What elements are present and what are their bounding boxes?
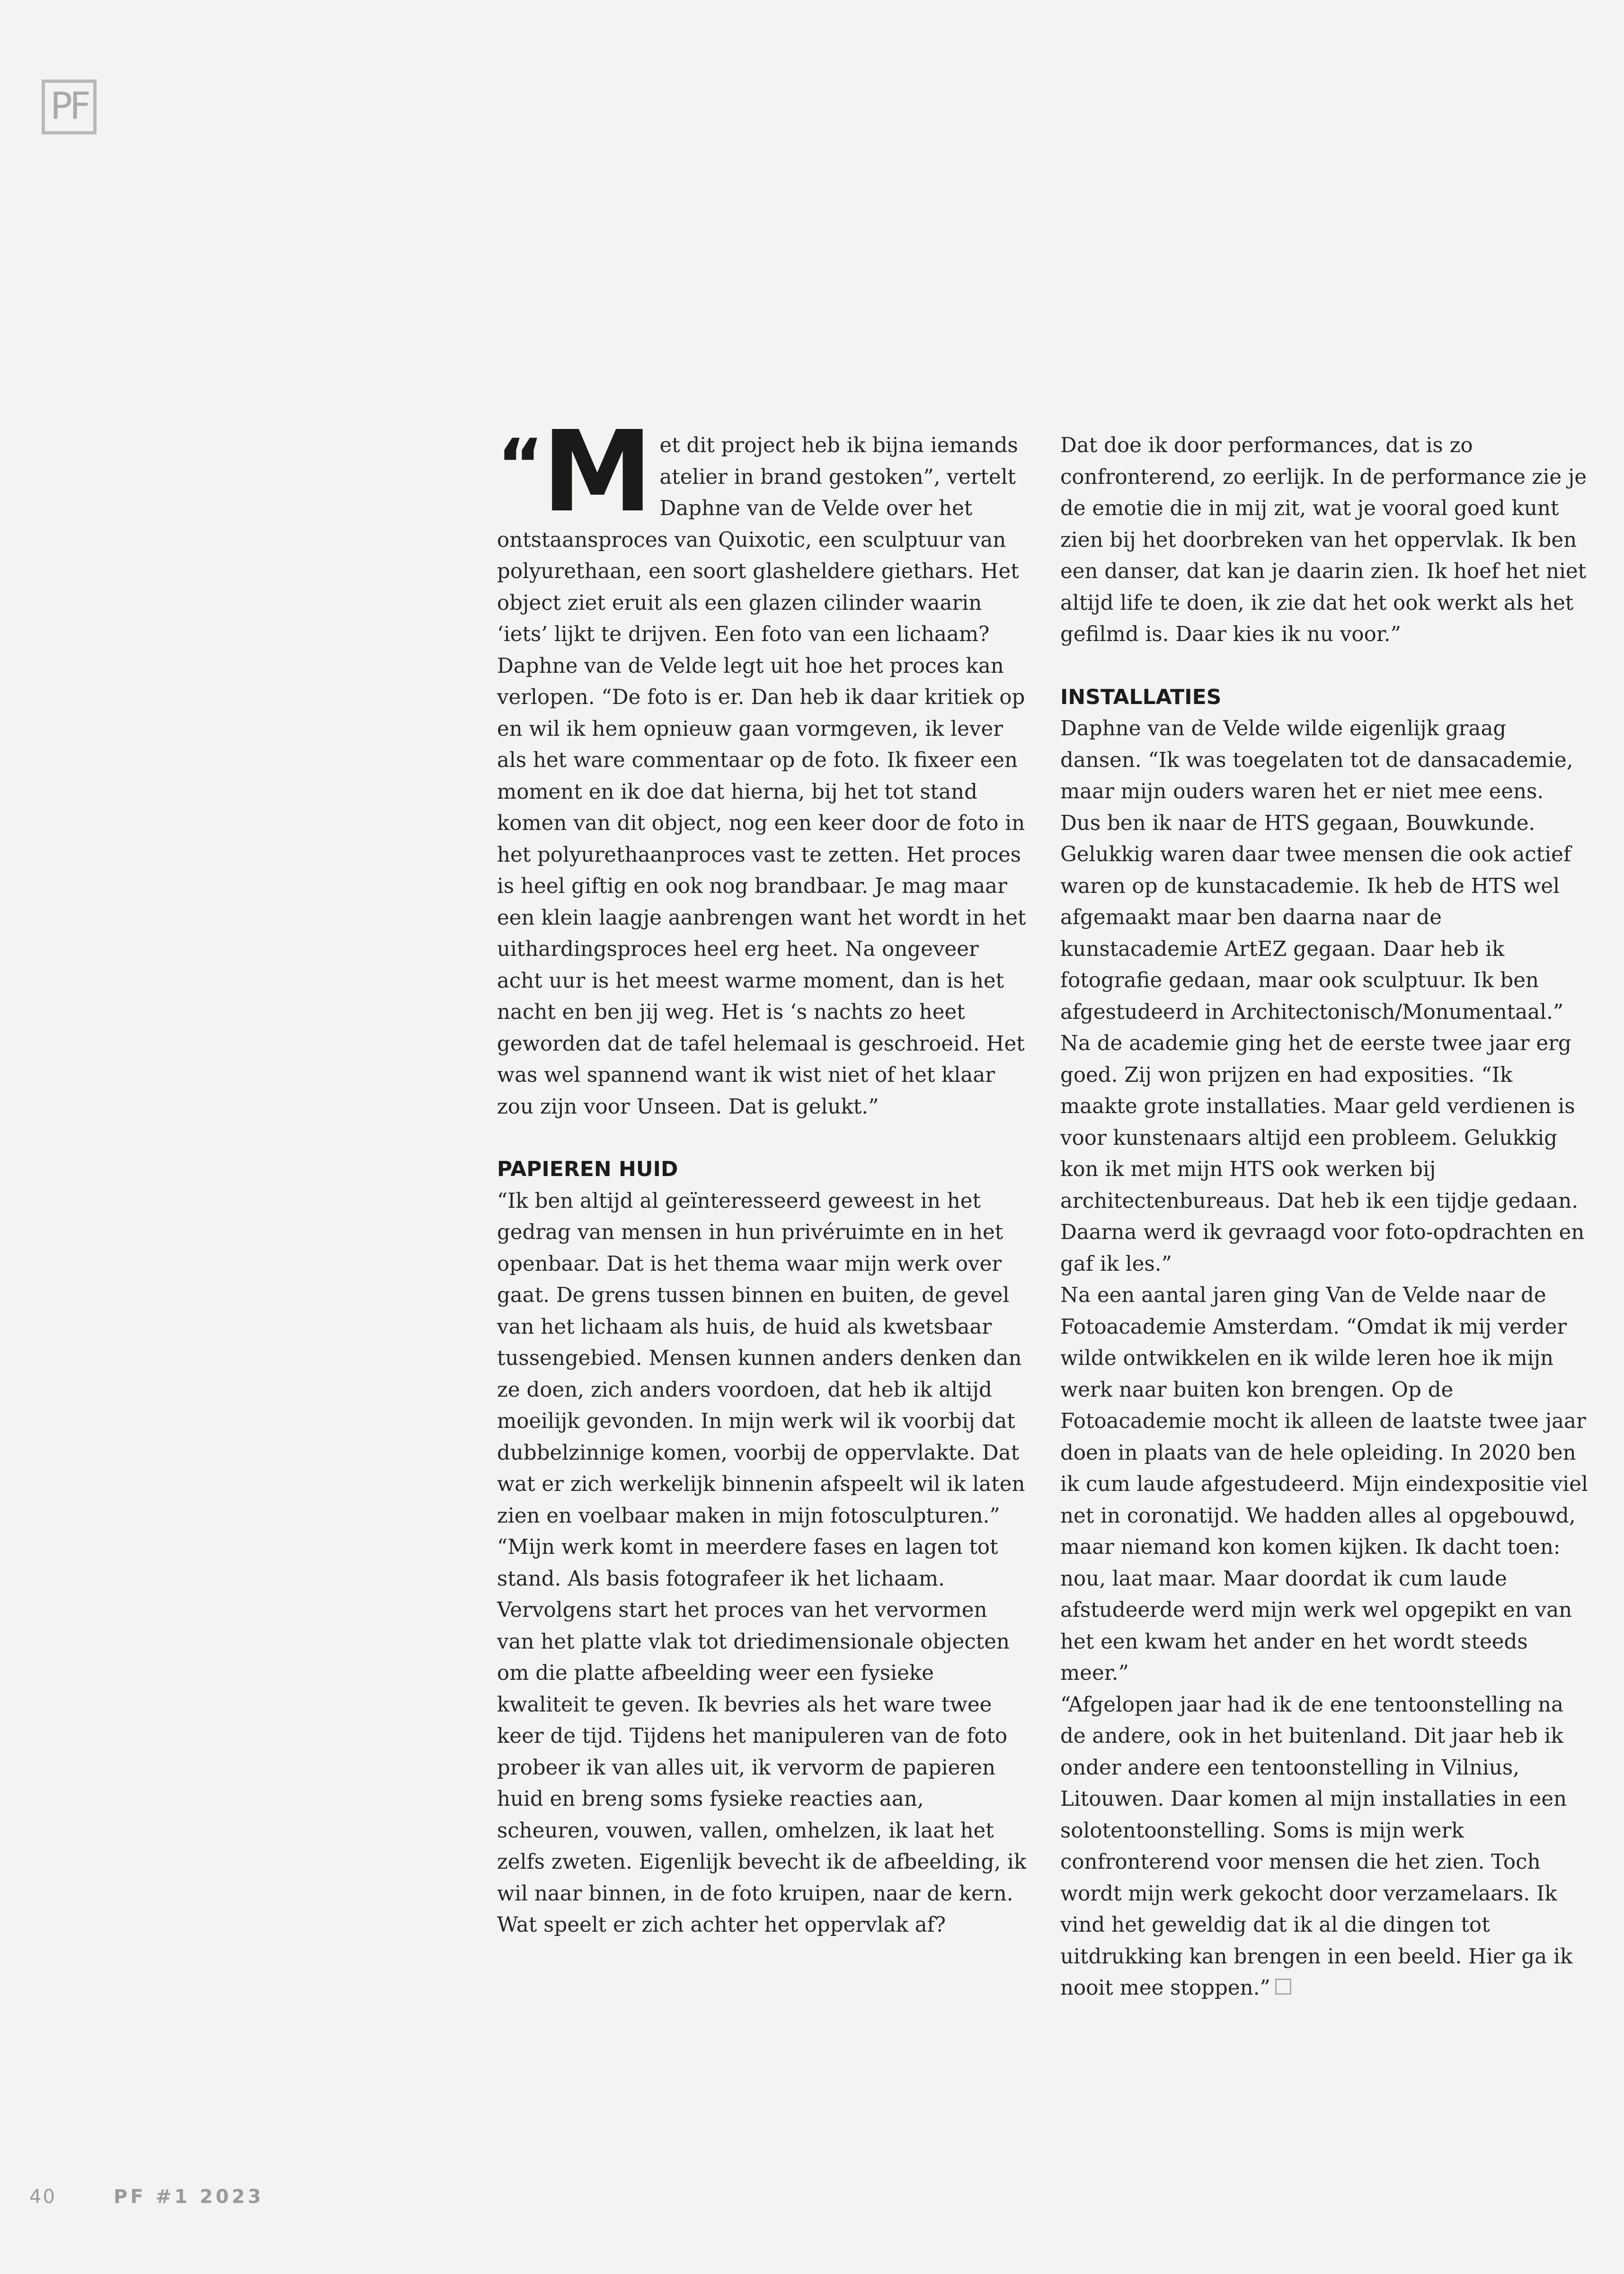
drop-cap-quote: “ bbox=[497, 424, 544, 507]
article-paragraph: “Ik ben altijd al geïnteresseerd geweest in het gedrag van mensen in hun privéruimte en in het openbaar. Dat is het thema waar mijn werk over gaat. De grens tussen binnen en buiten, de gevel van het lichaam als huis, de huid als kwetsbaar tussengebied. Mensen kunnen anders denken dan ze doen, zich anders voordoen, dat heb ik altijd moeilijk gevonden. In mijn werk wil ik voorbij dat dubbelzinnige komen, voorbij de oppervlakte. Dat wat er zich werkelijk binnenin afspeelt wil ik laten zien en voelbaar maken in mijn fotosculpturen.” bbox=[497, 1189, 1025, 1528]
section-heading-installaties: INSTALLATIES bbox=[1060, 685, 1222, 709]
article-paragraph: Na de academie ging het de eerste twee jaar erg goed. Zij won prijzen en had exposities. “Ik maakte grote installaties. Maar geld verdienen is voor kunstenaars altijd een probleem. Gelukkig kon ik met mijn HTS ook werken bij architectenbureaus. Dat heb ik een tijdje gedaan. Daarna werd ik gevraagd voor foto-opdrachten en gaf ik les.” bbox=[1060, 1032, 1585, 1276]
article-paragraph-text: “Afgelopen jaar had ik de ene tentoonstelling na de andere, ook in het buitenland. Dit jaar heb ik onder andere een tentoonstelling in Vilnius, Litouwen. Daar komen al mijn installaties in een solotentoonstelling. Soms is mijn werk confronterend voor mensen die het zien. Toch wordt mijn werk gekocht door verzamelaars. Ik vind het geweldig dat ik al die dingen tot uitdrukking kan brengen in een beeld. Hier ga ik nooit mee stoppen.” bbox=[1060, 1693, 1573, 2000]
article-column-left bbox=[497, 407, 1027, 1941]
article-intro-paragraph: et dit project heb ik bijna iemands atelier in brand gestoken”, vertelt Daphne van de Velde over het ontstaansproces van Quixotic, een sculptuur van polyurethaan, een soort glasheldere giethars. Het object ziet eruit als een glazen cilinder waarin ‘iets’ lijkt te drijven. Een foto van een lichaam? Daphne van de Velde legt uit hoe het proces kan verlopen. “De foto is er. Dan heb ik daar kritiek op en wil ik hem opnieuw gaan vormgeven, ik lever als het ware commentaar op de foto. Ik fixeer een moment en ik doe dat hierna, bij het tot stand komen van dit object, nog een keer door de foto in het polyurethaanproces vast te zetten. Het proces is heel giftig en ook nog brandbaar. Je mag maar een klein laagje aanbrengen want het wordt in het uithardingsproces heel erg heet. Na ongeveer acht uur is het meest warme moment, dan is het nacht en ben jij weg. Het is ‘s nachts zo heet geworden dat de tafel helemaal is geschroeid. Het was wel spannend want ik wist niet of het klaar zou zijn voor Unseen. Dat is gelukt.” bbox=[497, 434, 1026, 1119]
section-heading-papieren-huid: PAPIEREN HUID bbox=[497, 1157, 678, 1181]
issue-label: PF #1 2023 bbox=[114, 2186, 264, 2208]
pf-logo-text: PF bbox=[50, 85, 88, 128]
pf-logo bbox=[42, 80, 97, 134]
drop-cap bbox=[497, 407, 653, 537]
article-final-paragraph bbox=[1060, 1689, 1590, 2004]
page-number: 40 bbox=[29, 2186, 56, 2208]
article-paragraph: Daphne van de Velde wilde eigenlijk graag dansen. “Ik was toegelaten tot de dansacademie, maar mijn ouders waren het er niet mee eens. Dus ben ik naar de HTS gegaan, Bouwkunde. Gelukkig waren daar twee mensen die ook actief waren op de kunstacademie. Ik heb de HTS wel afgemaakt maar ben daarna naar de kunstacademie ArtEZ gegaan. Daar heb ik fotografie gedaan, maar ook sculptuur. Ik ben afgestudeerd in Architectonisch/Monumentaal.” bbox=[1060, 717, 1573, 1024]
article-paragraph: Na een aantal jaren ging Van de Velde naar de Fotoacademie Amsterdam. “Omdat ik mij verder wilde ontwikkelen en ik wilde leren hoe ik mijn werk naar buiten kon brengen. Op de Fotoacademie mocht ik alleen de laatste twee jaar doen in plaats van de hele opleiding. In 2020 ben ik cum laude afgestudeerd. Mijn eindexpositie viel net in coronatijd. We hadden alles al opgebouwd, maar niemand kon komen kijken. Ik dacht toen: nou, laat maar. Maar doordat ik cum laude afstudeerde werd mijn werk wel opgepikt en van het een kwam het ander en het wordt steeds meer.” bbox=[1060, 1284, 1588, 1685]
article-column-right bbox=[1060, 430, 1590, 2004]
article-paragraph: “Mijn werk komt in meerdere fases en lagen tot stand. Als basis fotografeer ik het lichaam. Vervolgens start het proces van het vervormen van het platte vlak tot driedimensionale objecten om die platte afbeelding weer een fysieke kwaliteit te geven. Ik bevries als het ware twee keer de tijd. Tijdens het manipuleren van de foto probeer ik van alles uit, ik vervorm de papieren huid en breng soms fysieke reacties aan, scheuren, vouwen, vallen, omhelzen, ik laat het zelfs zweten. Eigenlijk bevecht ik de afbeelding, ik wil naar binnen, in de foto kruipen, naar de kern. Wat speelt er zich achter het oppervlak af? bbox=[497, 1535, 1027, 1937]
drop-cap-letter: M bbox=[541, 407, 653, 537]
end-of-article-mark bbox=[1275, 1979, 1291, 1995]
article-paragraph: Dat doe ik door performances, dat is zo confronterend, zo eerlijk. In de performance zie je de emotie die in mij zit, wat je vooral goed kunt zien bij het doorbreken van het oppervlak. Ik ben een danser, dat kan je daarin zien. Ik hoef het niet altijd life te doen, ik zie dat het ook werkt als het gefilmd is. Daar kies ik nu voor.” bbox=[1060, 434, 1587, 646]
